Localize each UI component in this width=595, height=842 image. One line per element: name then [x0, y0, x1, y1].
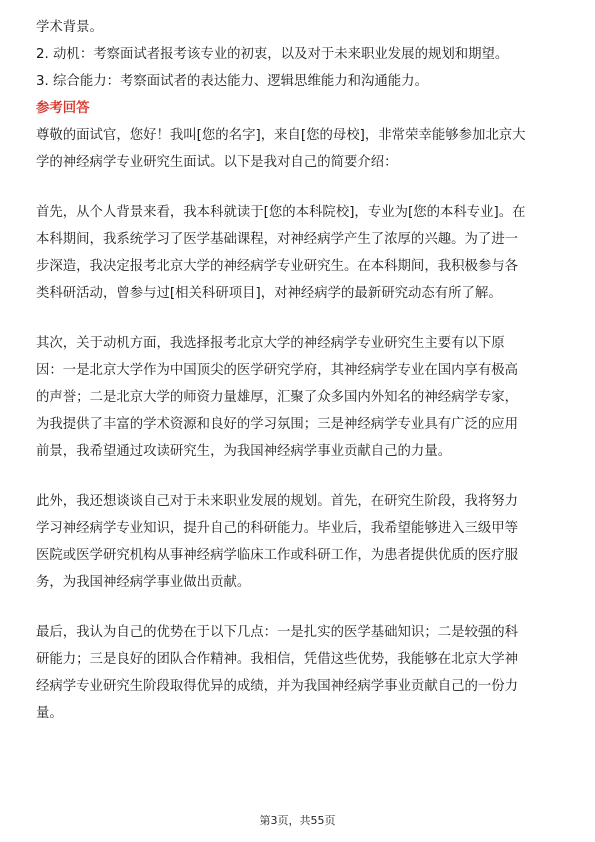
section-title: 参考回答: [36, 101, 90, 116]
paragraph-4: [36, 488, 560, 596]
paragraph-line: 的声誉；二是北京大学的师资力量雄厚，汇聚了众多国内外知名的神经病学专家，: [36, 390, 519, 405]
intro-list: [36, 14, 560, 95]
paragraph-2: [36, 199, 560, 307]
paragraph-line: 因：一是北京大学作为中国顶尖的医学研究学府，其神经病学专业在国内享有极高: [36, 363, 519, 378]
paragraph-line: 经病学专业研究生阶段取得优异的成绩，并为我国神经病学事业贡献自己的一份力: [36, 679, 519, 694]
paragraph-line: 医院或医学研究机构从事神经病学临床工作或科研工作，为患者提供优质的医疗服: [36, 548, 519, 563]
paragraph-line: 类科研活动，曾参与过[相关科研项目]，对神经病学的最新研究动态有所了解。: [36, 286, 502, 301]
paragraph-line: 学的神经病学专业研究生面试。以下是我对自己的简要介绍：: [36, 155, 398, 170]
paragraph-line: 尊敬的面试官，您好！我叫[您的名字]，来自[您的母校]，非常荣幸能够参加北京大: [36, 128, 526, 143]
intro-line: 2. 动机：考察面试者报考该专业的初衷，以及对于未来职业发展的规划和期望。: [36, 47, 509, 62]
paragraph-line: 其次，关于动机方面，我选择报考北京大学的神经病学专业研究生主要有以下原: [36, 336, 505, 351]
paragraph-line: 务，为我国神经病学事业做出贡献。: [36, 575, 251, 590]
paragraph-line: 学习神经病学专业知识，提升自己的科研能力。毕业后，我希望能够进入三级甲等: [36, 521, 519, 536]
paragraph-line: 为我提供了丰富的学术资源和良好的学习氛围；三是神经病学专业具有广泛的应用: [36, 417, 519, 432]
paragraph-line: 首先，从个人背景来看，我本科就读于[您的本科院校]，专业为[您的本科专业]。在: [36, 205, 526, 220]
paragraph-line: 前景，我希望通过攻读研究生，为我国神经病学事业贡献自己的力量。: [36, 444, 452, 459]
intro-line: 3. 综合能力：考察面试者的表达能力、逻辑思维能力和沟通能力。: [36, 74, 428, 89]
paragraph-line: 研能力；三是良好的团队合作精神。我相信，凭借这些优势，我能够在北京大学神: [36, 652, 519, 667]
paragraph-line: 量。: [36, 706, 63, 721]
document-page: [36, 14, 560, 727]
paragraph-1: [36, 122, 560, 176]
page-number: 第3页，共55页: [259, 814, 336, 827]
paragraph-5: [36, 619, 560, 727]
paragraph-line: 此外，我还想谈谈自己对于未来职业发展的规划。首先，在研究生阶段，我将努力: [36, 494, 519, 509]
paragraph-line: 步深造，我决定报考北京大学的神经病学专业研究生。在本科期间，我积极参与各: [36, 259, 519, 274]
intro-line: 学术背景。: [36, 20, 103, 35]
paragraph-line: 本科期间，我系统学习了医学基础课程，对神经病学产生了浓厚的兴趣。为了进一: [36, 232, 519, 247]
paragraph-line: 最后，我认为自己的优势在于以下几点：一是扎实的医学基础知识；二是较强的科: [36, 625, 519, 640]
paragraph-3: [36, 330, 560, 465]
